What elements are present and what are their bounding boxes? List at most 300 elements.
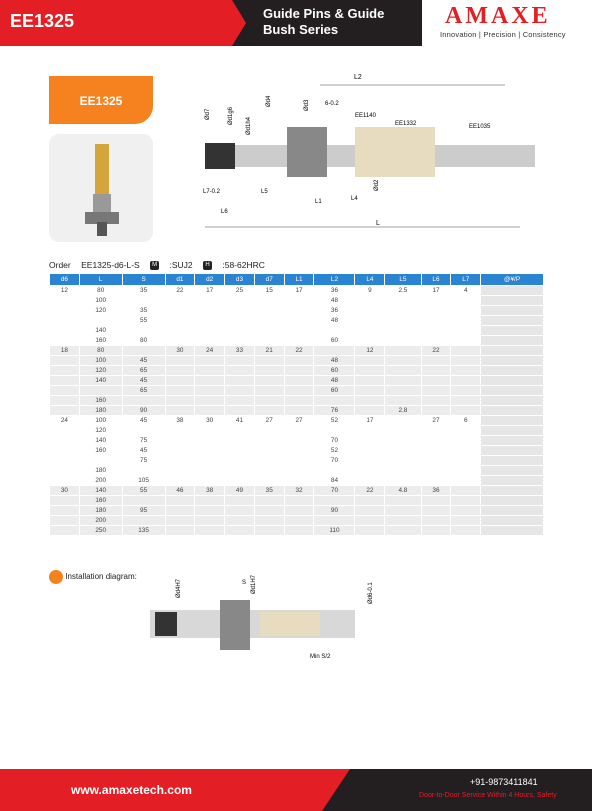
table-cell bbox=[355, 426, 385, 436]
table-cell: 95 bbox=[122, 506, 165, 516]
price-cell bbox=[481, 366, 544, 376]
col-header: L bbox=[79, 274, 122, 286]
table-cell: 2.8 bbox=[385, 406, 421, 416]
table-row bbox=[50, 326, 544, 336]
table-cell bbox=[195, 446, 225, 456]
table-cell bbox=[284, 316, 314, 326]
table-cell: 80 bbox=[79, 346, 122, 356]
table-cell bbox=[195, 436, 225, 446]
table-cell: 18 bbox=[50, 346, 80, 356]
label-ee1140: EE1140 bbox=[355, 113, 376, 119]
price-cell bbox=[481, 496, 544, 506]
table-cell: 55 bbox=[122, 486, 165, 496]
table-cell bbox=[314, 346, 355, 356]
label-d2: Ød2 bbox=[374, 179, 380, 191]
price-cell bbox=[481, 486, 544, 496]
table-cell bbox=[79, 386, 122, 396]
table-cell bbox=[122, 516, 165, 526]
table-cell: 200 bbox=[79, 476, 122, 486]
label-l1: L1 bbox=[315, 199, 322, 205]
col-header: L1 bbox=[284, 274, 314, 286]
table-cell bbox=[355, 306, 385, 316]
table-cell bbox=[355, 386, 385, 396]
table-cell bbox=[165, 476, 195, 486]
table-row bbox=[50, 526, 544, 536]
table-cell bbox=[165, 496, 195, 506]
table-cell bbox=[50, 456, 80, 466]
order-value: EE1325-d6-L-S bbox=[81, 260, 140, 270]
table-cell bbox=[225, 326, 255, 336]
table-cell bbox=[165, 306, 195, 316]
table-cell bbox=[451, 306, 481, 316]
table-cell bbox=[165, 466, 195, 476]
table-cell bbox=[225, 526, 255, 536]
table-row bbox=[50, 476, 544, 486]
table-cell: 4.8 bbox=[385, 486, 421, 496]
table-cell: 140 bbox=[79, 486, 122, 496]
col-header: L6 bbox=[421, 274, 451, 286]
table-cell: 27 bbox=[284, 416, 314, 426]
table-cell: 22 bbox=[165, 286, 195, 296]
table-cell: 200 bbox=[79, 516, 122, 526]
table-cell: 160 bbox=[79, 446, 122, 456]
table-cell bbox=[50, 436, 80, 446]
label-l2: L2 bbox=[354, 74, 362, 81]
table-cell bbox=[421, 296, 451, 306]
table-cell: 2.5 bbox=[385, 286, 421, 296]
col-header: d3 bbox=[225, 274, 255, 286]
label-d3: Ød3 bbox=[304, 99, 310, 111]
table-cell: 4 bbox=[451, 286, 481, 296]
table-cell bbox=[254, 526, 284, 536]
table-cell bbox=[122, 466, 165, 476]
table-cell bbox=[421, 456, 451, 466]
table-cell bbox=[451, 326, 481, 336]
table-cell: 160 bbox=[79, 396, 122, 406]
table-cell bbox=[165, 446, 195, 456]
table-cell bbox=[385, 516, 421, 526]
table-cell bbox=[195, 296, 225, 306]
table-cell bbox=[451, 396, 481, 406]
install-d1h7: Ød1H7 bbox=[251, 574, 257, 594]
table-cell bbox=[355, 516, 385, 526]
table-cell bbox=[355, 296, 385, 306]
col-header: d1 bbox=[165, 274, 195, 286]
table-cell bbox=[284, 466, 314, 476]
table-cell bbox=[284, 426, 314, 436]
table-cell bbox=[284, 336, 314, 346]
table-cell bbox=[314, 516, 355, 526]
table-cell bbox=[385, 366, 421, 376]
table-cell bbox=[451, 426, 481, 436]
product-photo bbox=[49, 134, 153, 242]
table-cell: 90 bbox=[122, 406, 165, 416]
table-cell bbox=[254, 516, 284, 526]
table-cell bbox=[50, 296, 80, 306]
table-cell bbox=[165, 506, 195, 516]
table-cell bbox=[225, 496, 255, 506]
table-cell: 100 bbox=[79, 296, 122, 306]
material-icon: M bbox=[152, 262, 158, 269]
table-cell bbox=[385, 426, 421, 436]
table-cell bbox=[225, 306, 255, 316]
table-cell bbox=[254, 336, 284, 346]
price-cell bbox=[481, 476, 544, 486]
table-cell bbox=[225, 316, 255, 326]
table-cell bbox=[225, 446, 255, 456]
table-cell: 45 bbox=[122, 356, 165, 366]
table-cell bbox=[122, 396, 165, 406]
table-cell bbox=[225, 296, 255, 306]
table-cell bbox=[355, 406, 385, 416]
label-l7: L7-0.2 bbox=[203, 189, 221, 195]
table-cell bbox=[254, 446, 284, 456]
table-cell bbox=[284, 406, 314, 416]
table-row bbox=[50, 296, 544, 306]
table-cell: 48 bbox=[314, 376, 355, 386]
table-cell bbox=[254, 356, 284, 366]
table-row bbox=[50, 466, 544, 476]
table-cell bbox=[451, 506, 481, 516]
table-cell bbox=[195, 386, 225, 396]
table-cell: 36 bbox=[421, 486, 451, 496]
table-cell bbox=[421, 316, 451, 326]
table-cell bbox=[421, 506, 451, 516]
table-cell bbox=[385, 316, 421, 326]
table-cell bbox=[165, 376, 195, 386]
table-cell bbox=[421, 436, 451, 446]
table-cell bbox=[225, 506, 255, 516]
table-cell bbox=[225, 336, 255, 346]
table-cell: 32 bbox=[284, 486, 314, 496]
wrench-icon bbox=[49, 570, 63, 584]
table-row bbox=[50, 366, 544, 376]
table-cell: 35 bbox=[254, 486, 284, 496]
table-cell: 17 bbox=[195, 286, 225, 296]
table-cell bbox=[355, 496, 385, 506]
hardness-value: :58-62HRC bbox=[222, 260, 265, 270]
table-row bbox=[50, 446, 544, 456]
table-cell bbox=[195, 476, 225, 486]
table-cell bbox=[254, 326, 284, 336]
table-cell: 30 bbox=[195, 416, 225, 426]
table-cell bbox=[385, 356, 421, 366]
table-cell: 90 bbox=[314, 506, 355, 516]
price-cell bbox=[481, 336, 544, 346]
table-cell bbox=[451, 366, 481, 376]
col-header: S bbox=[122, 274, 165, 286]
table-cell: 24 bbox=[50, 416, 80, 426]
table-cell: 60 bbox=[314, 386, 355, 396]
table-cell bbox=[385, 466, 421, 476]
table-cell: 110 bbox=[314, 526, 355, 536]
table-cell bbox=[50, 376, 80, 386]
table-cell: 160 bbox=[79, 336, 122, 346]
table-cell bbox=[421, 306, 451, 316]
table-cell bbox=[421, 406, 451, 416]
hardness-icon: H bbox=[203, 261, 212, 270]
label-d7: Ød7 bbox=[205, 108, 211, 120]
table-cell bbox=[225, 366, 255, 376]
table-cell: 36 bbox=[314, 286, 355, 296]
label-d1g6: Ød1g6 bbox=[228, 106, 234, 125]
table-cell bbox=[284, 516, 314, 526]
series-title: Guide Pins & Guide Bush Series bbox=[263, 6, 385, 37]
table-cell bbox=[421, 366, 451, 376]
table-cell bbox=[421, 386, 451, 396]
table-cell: 100 bbox=[79, 356, 122, 366]
table-cell bbox=[122, 426, 165, 436]
table-cell: 140 bbox=[79, 436, 122, 446]
table-cell bbox=[50, 366, 80, 376]
table-cell bbox=[355, 376, 385, 386]
table-cell: 65 bbox=[122, 386, 165, 396]
table-cell bbox=[225, 376, 255, 386]
table-cell bbox=[165, 336, 195, 346]
col-header: d7 bbox=[254, 274, 284, 286]
table-cell bbox=[254, 316, 284, 326]
table-cell bbox=[254, 456, 284, 466]
table-cell: 80 bbox=[122, 336, 165, 346]
table-cell: 27 bbox=[421, 416, 451, 426]
table-cell bbox=[225, 426, 255, 436]
table-cell bbox=[50, 356, 80, 366]
install-d4h7: Ød4H7 bbox=[176, 578, 182, 598]
table-cell: 9 bbox=[355, 286, 385, 296]
table-cell bbox=[165, 456, 195, 466]
col-header: L5 bbox=[385, 274, 421, 286]
install-s: S bbox=[242, 580, 247, 586]
table-cell bbox=[50, 506, 80, 516]
table-cell bbox=[314, 396, 355, 406]
table-row bbox=[50, 336, 544, 346]
table-cell: 48 bbox=[314, 296, 355, 306]
material-value: :SUJ2 bbox=[169, 260, 193, 270]
product-badge: EE1325 bbox=[49, 76, 153, 124]
table-cell: 46 bbox=[165, 486, 195, 496]
price-cell bbox=[481, 376, 544, 386]
table-cell: 70 bbox=[314, 456, 355, 466]
table-cell bbox=[50, 426, 80, 436]
table-cell bbox=[50, 396, 80, 406]
table-cell bbox=[355, 336, 385, 346]
table-cell bbox=[195, 366, 225, 376]
price-cell bbox=[481, 456, 544, 466]
table-cell bbox=[421, 496, 451, 506]
table-cell bbox=[385, 446, 421, 456]
table-cell bbox=[451, 386, 481, 396]
table-cell bbox=[284, 436, 314, 446]
table-cell bbox=[225, 476, 255, 486]
label-six: 6-0.2 bbox=[325, 101, 339, 107]
table-cell bbox=[385, 326, 421, 336]
table-cell bbox=[165, 426, 195, 436]
table-cell bbox=[225, 396, 255, 406]
table-cell bbox=[385, 386, 421, 396]
website-link[interactable]: www.amaxetech.com bbox=[71, 783, 192, 797]
price-cell bbox=[481, 356, 544, 366]
table-cell bbox=[451, 436, 481, 446]
table-cell: 45 bbox=[122, 416, 165, 426]
table-cell bbox=[195, 526, 225, 536]
table-cell bbox=[355, 436, 385, 446]
table-cell bbox=[284, 396, 314, 406]
price-cell bbox=[481, 296, 544, 306]
table-cell bbox=[355, 506, 385, 516]
table-cell: 48 bbox=[314, 316, 355, 326]
table-cell bbox=[165, 516, 195, 526]
table-row bbox=[50, 306, 544, 316]
table-cell: 41 bbox=[225, 416, 255, 426]
table-cell: 120 bbox=[79, 306, 122, 316]
table-cell bbox=[195, 506, 225, 516]
table-row bbox=[50, 396, 544, 406]
label-ee1332: EE1332 bbox=[395, 121, 417, 127]
table-cell bbox=[195, 426, 225, 436]
table-row bbox=[50, 346, 544, 356]
table-cell bbox=[421, 466, 451, 476]
installation-drawing bbox=[150, 570, 390, 740]
table-cell bbox=[421, 446, 451, 456]
table-cell bbox=[165, 356, 195, 366]
table-cell: 21 bbox=[254, 346, 284, 356]
table-cell bbox=[122, 496, 165, 506]
spec-table bbox=[49, 273, 544, 536]
table-cell bbox=[284, 306, 314, 316]
table-cell bbox=[385, 396, 421, 406]
table-cell bbox=[50, 526, 80, 536]
table-cell: 24 bbox=[195, 346, 225, 356]
table-cell: 180 bbox=[79, 506, 122, 516]
table-cell bbox=[165, 406, 195, 416]
table-cell bbox=[284, 526, 314, 536]
table-cell bbox=[385, 376, 421, 386]
table-cell: 12 bbox=[355, 346, 385, 356]
table-cell: 17 bbox=[284, 286, 314, 296]
table-cell bbox=[451, 296, 481, 306]
price-cell bbox=[481, 316, 544, 326]
install-d6: Ød6-0.1 bbox=[368, 582, 374, 604]
table-cell bbox=[195, 356, 225, 366]
guide-pin-drawing bbox=[195, 65, 535, 240]
table-cell bbox=[314, 496, 355, 506]
table-cell bbox=[79, 456, 122, 466]
table-cell bbox=[195, 326, 225, 336]
price-cell bbox=[481, 446, 544, 456]
price-cell bbox=[481, 426, 544, 436]
table-cell bbox=[284, 476, 314, 486]
table-cell bbox=[355, 366, 385, 376]
table-cell bbox=[50, 326, 80, 336]
table-cell: 52 bbox=[314, 446, 355, 456]
table-cell bbox=[385, 456, 421, 466]
table-cell bbox=[385, 296, 421, 306]
table-cell: 35 bbox=[122, 286, 165, 296]
table-cell bbox=[225, 356, 255, 366]
table-row bbox=[50, 436, 544, 446]
table-cell bbox=[165, 386, 195, 396]
table-cell: 120 bbox=[79, 426, 122, 436]
price-cell bbox=[481, 326, 544, 336]
table-cell bbox=[254, 376, 284, 386]
table-cell bbox=[314, 466, 355, 476]
table-cell bbox=[254, 386, 284, 396]
label-d1h4: Ød1h4 bbox=[246, 116, 252, 135]
col-header: L2 bbox=[314, 274, 355, 286]
col-header: L7 bbox=[451, 274, 481, 286]
table-cell bbox=[284, 296, 314, 306]
table-cell bbox=[225, 406, 255, 416]
table-row bbox=[50, 416, 544, 426]
price-cell bbox=[481, 516, 544, 526]
price-cell bbox=[481, 406, 544, 416]
table-cell: 25 bbox=[225, 286, 255, 296]
table-cell: 45 bbox=[122, 376, 165, 386]
price-cell bbox=[481, 506, 544, 516]
service-note: Door-to-Door Service Within 4 Hours, Safety bbox=[419, 792, 557, 799]
table-cell bbox=[79, 316, 122, 326]
table-cell bbox=[50, 386, 80, 396]
table-row bbox=[50, 316, 544, 326]
table-cell bbox=[451, 316, 481, 326]
table-cell: 48 bbox=[314, 356, 355, 366]
table-row bbox=[50, 456, 544, 466]
table-cell bbox=[225, 386, 255, 396]
phone-number: +91-9873411841 bbox=[470, 777, 538, 787]
table-cell bbox=[421, 326, 451, 336]
table-cell: 15 bbox=[254, 286, 284, 296]
label-l5: L5 bbox=[261, 189, 268, 195]
table-cell: 45 bbox=[122, 446, 165, 456]
table-cell bbox=[50, 476, 80, 486]
table-cell: 33 bbox=[225, 346, 255, 356]
table-cell bbox=[225, 456, 255, 466]
table-cell bbox=[254, 466, 284, 476]
table-cell bbox=[355, 396, 385, 406]
table-cell bbox=[284, 496, 314, 506]
table-cell: 6 bbox=[451, 416, 481, 426]
table-cell: 12 bbox=[50, 286, 80, 296]
table-cell bbox=[385, 306, 421, 316]
table-cell bbox=[122, 346, 165, 356]
col-header: d6 bbox=[50, 274, 80, 286]
table-cell bbox=[254, 496, 284, 506]
table-cell bbox=[355, 446, 385, 456]
table-cell bbox=[195, 306, 225, 316]
table-cell bbox=[421, 426, 451, 436]
table-cell bbox=[195, 396, 225, 406]
table-header-row bbox=[50, 274, 544, 286]
col-header: @¥/P bbox=[481, 274, 544, 286]
table-cell: 70 bbox=[314, 486, 355, 496]
table-cell: 100 bbox=[79, 416, 122, 426]
table-cell bbox=[50, 516, 80, 526]
table-cell bbox=[451, 406, 481, 416]
table-cell bbox=[421, 376, 451, 386]
table-cell bbox=[355, 466, 385, 476]
price-cell bbox=[481, 396, 544, 406]
table-cell bbox=[355, 326, 385, 336]
table-cell: 80 bbox=[79, 286, 122, 296]
table-cell bbox=[195, 376, 225, 386]
table-cell bbox=[451, 376, 481, 386]
table-cell: 65 bbox=[122, 366, 165, 376]
table-cell bbox=[385, 526, 421, 536]
table-cell: 84 bbox=[314, 476, 355, 486]
table-cell: 27 bbox=[254, 416, 284, 426]
table-cell bbox=[355, 526, 385, 536]
table-row bbox=[50, 496, 544, 506]
